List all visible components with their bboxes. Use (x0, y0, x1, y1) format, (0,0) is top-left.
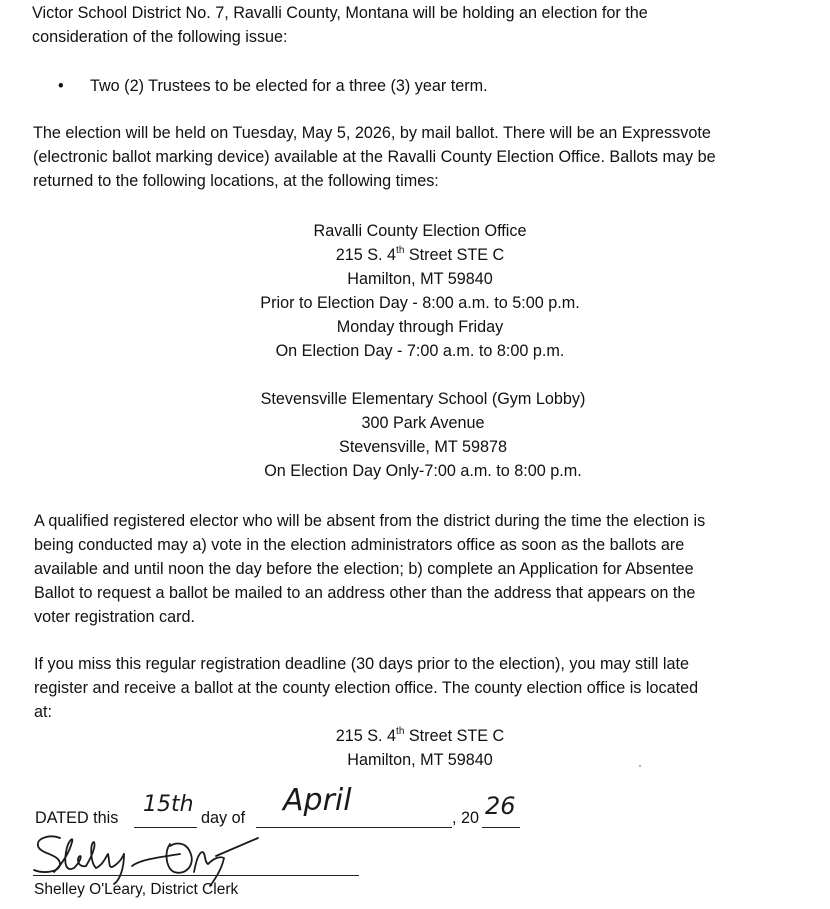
bullet-text: Two (2) Trustees to be elected for a three (3) year term. (90, 77, 488, 95)
dated-prefix: DATED this (35, 809, 119, 827)
location-stevensville-school (8, 387, 830, 483)
location-hours: On Election Day Only-7:00 a.m. to 8:00 p.m. (264, 462, 582, 480)
handwritten-year: 26 (485, 792, 516, 820)
absentee-line-2: being conducted may a) vote in the election administrators office as soon as the ballots are (34, 536, 685, 554)
bullet-item-trustees (58, 74, 758, 98)
election-info-line-1: The election will be held on Tuesday, May 5, 2026, by mail ballot. There will be an Expressvote (33, 124, 711, 142)
absentee-paragraph (34, 509, 824, 629)
handwritten-day: 15th (143, 792, 194, 817)
location-street: 300 Park Avenue (361, 414, 485, 432)
dated-line (35, 783, 795, 833)
absentee-line-1: A qualified registered elector who will be absent from the district during the time the election is (34, 512, 706, 530)
location-hours-days: Monday through Friday (336, 318, 504, 336)
dated-year-prefix: , 20 (452, 809, 480, 827)
absentee-line-4: Ballot to request a ballot be mailed to an address other than the address that appears on the (34, 584, 696, 602)
location-hours-election-day: On Election Day - 7:00 a.m. to 8:00 p.m. (275, 342, 565, 360)
late-registration-line-2: register and receive a ballot at the county election office. The county election office is located (34, 679, 699, 697)
location-city: Hamilton, MT 59840 (347, 270, 493, 288)
election-info-paragraph (33, 121, 823, 193)
location-hours-prior: Prior to Election Day - 8:00 a.m. to 5:00 p.m. (260, 294, 580, 312)
location-election-office (5, 219, 830, 363)
election-info-line-3: returned to the following locations, at the following times: (33, 172, 439, 190)
absentee-line-3: available and until noon the day before the election; b) complete an Application for Absentee (34, 560, 694, 578)
location-street: 215 S. 4th Street STE C (335, 244, 505, 264)
handwritten-month: April (283, 783, 352, 818)
intro-line-1: Victor School District No. 7, Ravalli County, Montana will be holding an election for the (32, 4, 648, 22)
dated-middle: day of (201, 809, 246, 827)
bullet-icon: • (58, 77, 64, 95)
county-office-address (5, 724, 830, 772)
location-name: Ravalli County Election Office (313, 222, 527, 240)
late-registration-line-3: at: (34, 703, 52, 721)
late-registration-paragraph (34, 652, 824, 724)
location-name: Stevensville Elementary School (Gym Lobby) (260, 390, 586, 408)
location-city: Stevensville, MT 59878 (339, 438, 507, 456)
signature-line (33, 875, 359, 876)
intro-line-2: consideration of the following issue: (32, 28, 288, 46)
election-info-line-2: (electronic ballot marking device) available at the Ravalli County Election Office. Ballots may be (33, 148, 716, 166)
signer-name: Shelley O'Leary, District Clerk (34, 881, 239, 898)
scan-speck (639, 765, 641, 767)
late-registration-line-1: If you miss this regular registration deadline (30 days prior to the election), you may still late (34, 655, 690, 673)
county-office-street: 215 S. 4th Street STE C (335, 725, 505, 745)
county-office-city: Hamilton, MT 59840 (347, 751, 493, 769)
intro-paragraph (32, 1, 802, 49)
absentee-line-5: voter registration card. (34, 608, 196, 626)
